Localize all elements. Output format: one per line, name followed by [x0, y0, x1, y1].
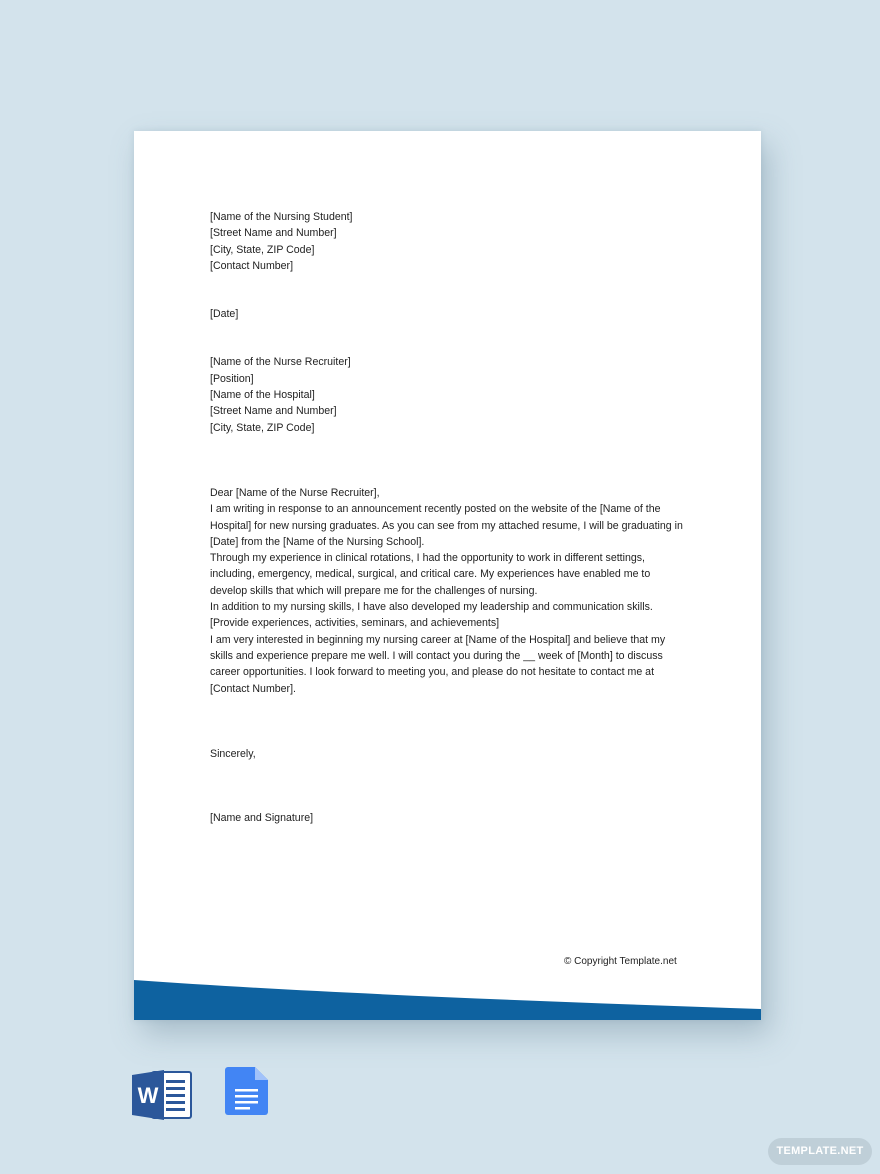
sender-contact: [Contact Number]: [210, 259, 294, 272]
paragraph-experience: Through my experience in clinical rotations, I had the opportunity to work in different settings, including, emergency, medical, surgical, and critical care. My experiences have enabled me to develop skills that which will prepare me for the challenges of nursing.: [210, 552, 651, 597]
copyright-notice: © Copyright Template.net: [564, 956, 677, 967]
recipient-hospital: [Name of the Hospital]: [210, 389, 315, 402]
paragraph-skills: In addition to my nursing skills, I have also developed my leadership and communication skills. [Provide experiences, activities, seminars, and achievements]: [210, 601, 653, 630]
closing: [210, 746, 690, 762]
google-docs-icon[interactable]: [225, 1067, 268, 1115]
sender-city: [City, State, ZIP Code]: [210, 243, 315, 256]
microsoft-word-icon[interactable]: [132, 1070, 192, 1120]
salutation: [210, 485, 690, 501]
sender-street: [Street Name and Number]: [210, 227, 337, 240]
word-letter: W: [137, 1083, 159, 1108]
signature: [210, 810, 690, 826]
template-net-badge[interactable]: TEMPLATE.NET: [768, 1138, 872, 1165]
letter-page: [134, 131, 761, 1020]
recipient-name: [Name of the Nurse Recruiter]: [210, 356, 351, 369]
salutation-text: Dear [Name of the Nurse Recruiter],: [210, 486, 380, 499]
signature-text: [Name and Signature]: [210, 812, 314, 825]
letter-date: [210, 306, 690, 322]
format-icons: [132, 1067, 272, 1119]
sender-name: [Name of the Nursing Student]: [210, 211, 353, 223]
letter-body: [210, 209, 690, 826]
recipient-address: [210, 354, 690, 435]
paragraph-intro: I am writing in response to an announcement recently posted on the website of the [Name of the Hospital] for new nursing graduates. As you can see from my attached resume, I will be graduating in [Date] from the [Name of the Nursing School].: [210, 503, 683, 548]
recipient-position: [Position]: [210, 372, 254, 385]
closing-text: Sincerely,: [210, 747, 256, 760]
footer-wave-decoration: [134, 971, 761, 1020]
sender-address: [210, 209, 690, 274]
recipient-street: [Street Name and Number]: [210, 405, 337, 418]
date-text: [Date]: [210, 308, 239, 321]
recipient-city: [City, State, ZIP Code]: [210, 421, 315, 434]
paragraph-interest: I am very interested in beginning my nursing career at [Name of the Hospital] and believe that my skills and experience prepare me well. I will contact you during the __ week of [Month] to discuss career opportunities. I look forward to meeting you, and please do not hesitate to contact me at [Contact Number].: [210, 633, 666, 695]
